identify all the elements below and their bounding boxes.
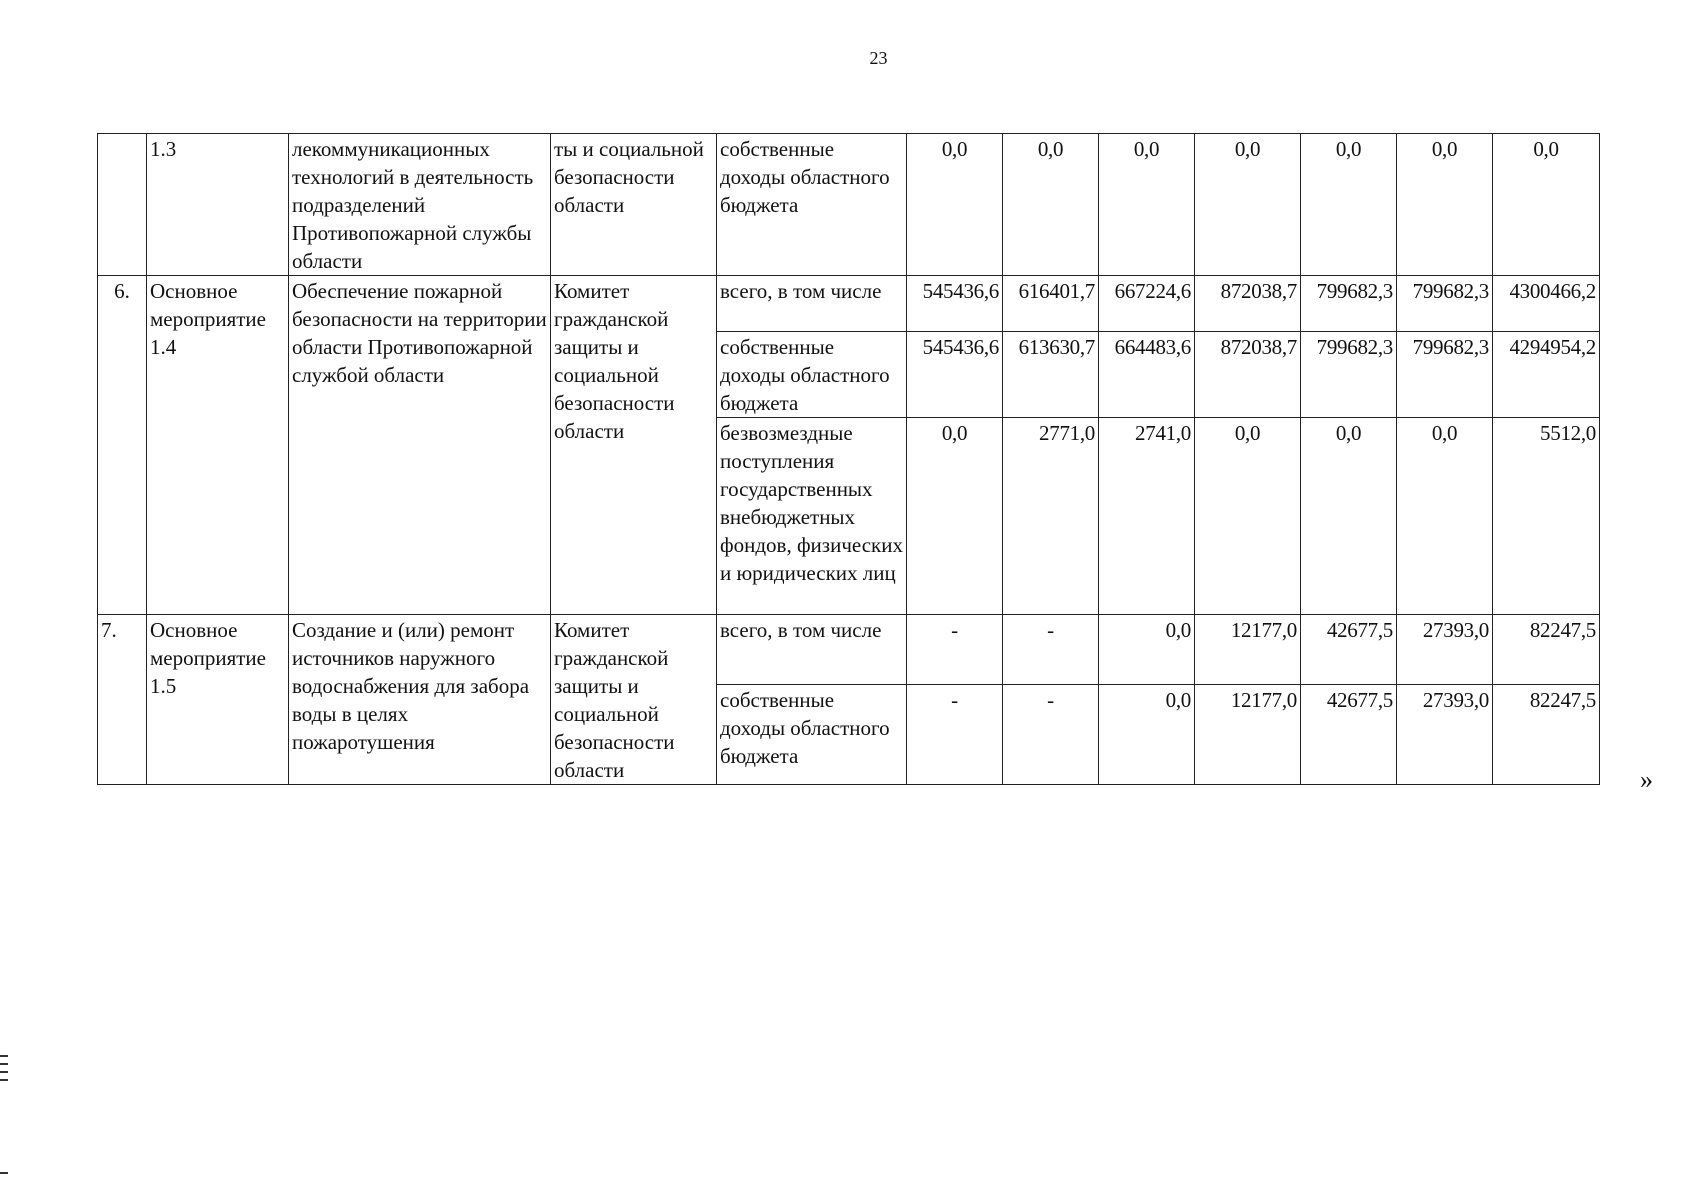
measure-name: Основное мероприятие 1.5 [147,615,289,785]
value-cell: 0,0 [1099,684,1195,784]
value-cell: 0,0 [1397,418,1493,615]
value-cell: 0,0 [1195,418,1301,615]
value-cell: 5512,0 [1493,418,1600,615]
value-cell: 12177,0 [1195,615,1301,685]
page-number: 23 [869,48,888,68]
value-cell: 0,0 [1195,134,1301,276]
value-cell: 82247,5 [1493,684,1600,784]
value-cell: 616401,7 [1003,276,1099,332]
table-row [98,134,1600,276]
value-cell: 545436,6 [907,276,1003,332]
executor: ты и социальной безопасности области [551,134,717,276]
value-cell: 0,0 [907,418,1003,615]
value-cell: 545436,6 [907,332,1003,418]
funding-source: собственные доходы областного бюджета [717,134,907,276]
executor: Комитет гражданской защиты и социальной безопасности области [551,615,717,785]
value-cell: 0,0 [1003,134,1099,276]
funding-source: собственные доходы областного бюджета [717,684,907,784]
closing-quote-mark: » [1640,765,1653,794]
value-cell: 42677,5 [1301,684,1397,784]
value-cell: 0,0 [1397,134,1493,276]
value-cell: 0,0 [1301,418,1397,615]
value-cell: 667224,6 [1099,276,1195,332]
value-cell: 12177,0 [1195,684,1301,784]
value-cell: 0,0 [1301,134,1397,276]
measure-description: лекоммуникационных технологий в деятельность подразделений Противопожарной службы области [289,134,551,276]
value-cell: 27393,0 [1397,684,1493,784]
value-cell: 27393,0 [1397,615,1493,685]
value-cell: - [1003,684,1099,784]
value-cell: 0,0 [907,134,1003,276]
table-row [98,276,1600,332]
value-cell: 0,0 [1493,134,1600,276]
value-cell: 2771,0 [1003,418,1099,615]
value-cell: 799682,3 [1301,332,1397,418]
scan-margin-dash [0,1172,8,1174]
value-cell: 872038,7 [1195,332,1301,418]
funding-source: собственные доходы областного бюджета [717,332,907,418]
measure-name: Основное мероприятие 1.4 [147,276,289,615]
row-index: 7. [98,615,147,785]
funding-source: всего, в том числе [717,276,907,332]
measure-description: Создание и (или) ремонт источников наружного водоснабжения для забора воды в целях пожаротушения [289,615,551,785]
value-cell: 42677,5 [1301,615,1397,685]
value-cell: 82247,5 [1493,615,1600,685]
value-cell: 799682,3 [1397,276,1493,332]
value-cell: - [1003,615,1099,685]
value-cell: - [907,684,1003,784]
value-cell: 664483,6 [1099,332,1195,418]
value-cell: 799682,3 [1397,332,1493,418]
value-cell: 872038,7 [1195,276,1301,332]
value-cell: 0,0 [1099,134,1195,276]
executor: Комитет гражданской защиты и социальной безопасности области [551,276,717,615]
value-cell: 4300466,2 [1493,276,1600,332]
row-index [98,134,147,276]
value-cell: 2741,0 [1099,418,1195,615]
value-cell: 613630,7 [1003,332,1099,418]
table-row [98,615,1600,685]
scan-margin-marks [0,1055,8,1087]
budget-table [97,133,1600,785]
measure-description: Обеспечение пожарной безопасности на территории области Противопожарной службой области [289,276,551,615]
row-index: 6. [98,276,147,615]
value-cell: 0,0 [1099,615,1195,685]
measure-name: 1.3 [147,134,289,276]
funding-source: всего, в том числе [717,615,907,685]
value-cell: 799682,3 [1301,276,1397,332]
value-cell: 4294954,2 [1493,332,1600,418]
funding-source: безвозмездные поступления государственных внебюджетных фондов, физических и юридических лиц [717,418,907,615]
value-cell: - [907,615,1003,685]
